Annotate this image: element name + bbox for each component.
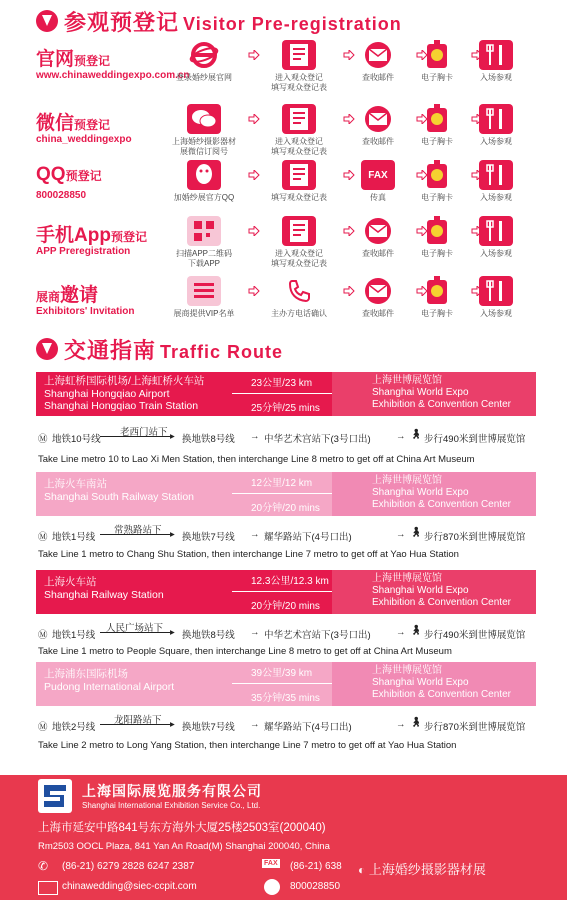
reg-name-suffix: 预登记 (110, 230, 147, 244)
badge-icon (420, 216, 454, 246)
route-distance: 39公里/39 km (251, 668, 313, 679)
reg-sub: www.chinaweddingexpo.com.cn (36, 70, 190, 81)
ie-icon (187, 40, 221, 70)
route-to-en: Shanghai World Expo (372, 585, 469, 596)
metro-connector (100, 632, 170, 633)
metro-station: 龙阳路站下 (114, 715, 162, 726)
step-form (264, 104, 334, 157)
route-box (36, 472, 536, 516)
route-from-en: Shanghai South Railway Station (44, 490, 195, 503)
form-icon (282, 104, 316, 134)
dining-icon (479, 40, 513, 70)
step-caption: 入场参观 (480, 137, 512, 146)
mail-icon (361, 104, 395, 134)
route-from-cn: 上海浦东国际机场 (44, 668, 128, 680)
metro-connector (100, 436, 170, 437)
step-vip-list (169, 276, 239, 319)
route-english: Take Line metro 10 to Lao Xi Men Station, then interchange Line 8 metro to get off at China Art Museum (38, 454, 475, 465)
mail-icon (361, 276, 395, 306)
metro-icon: Ⓜ (38, 434, 48, 445)
mail-icon (361, 40, 395, 70)
wechat-watermark: ◐ 上海婚纱摄影器材展 (358, 862, 486, 877)
metro-exit: 中华艺术宫站下(3号口出) (264, 434, 371, 445)
arrow-right-icon: → (250, 529, 260, 540)
step-enter (461, 104, 531, 147)
walk-icon: 🚶︎ (410, 625, 423, 636)
reg-name-suffix: 邀请 (60, 285, 99, 306)
address-en: Rm2503 OOCL Plaza, 841 Yan An Road(M) Shanghai 200040, China (38, 841, 330, 852)
arrow-right-icon: ▸ (170, 431, 175, 442)
list-icon (187, 276, 221, 306)
arrow-right-icon (248, 170, 260, 180)
route-from-cn: 上海虹桥国际机场/上海虹桥火车站 (44, 375, 205, 387)
badge-icon (420, 276, 454, 306)
route-to-en: Exhibition & Convention Center (372, 689, 511, 700)
registration-title-en: Visitor Pre-registration (183, 13, 402, 34)
wechat-icon: ◐ (358, 863, 366, 877)
step-caption: 展商提供VIP名单 (173, 309, 235, 318)
app-qrcode-icon (187, 216, 221, 246)
reg-sub: 800028850 (36, 190, 87, 201)
step-phone (264, 276, 334, 319)
step-caption: 电子胸卡 (421, 193, 453, 202)
arrow-right-icon: → (396, 529, 406, 540)
qq-number: 800028850 (290, 881, 341, 892)
dining-icon (479, 276, 513, 306)
form-icon (282, 160, 316, 190)
step-caption: 电子胸卡 (421, 249, 453, 258)
arrow-right-icon: → (396, 719, 406, 730)
metro-connector (100, 724, 170, 725)
route-to-cn: 上海世博展览馆 (372, 573, 442, 584)
route-to-cn: 上海世博展览馆 (372, 665, 442, 676)
fax-icon: FAX (264, 860, 278, 867)
step-form (264, 40, 334, 93)
reg-row-wechat (36, 104, 556, 168)
reg-row-app (36, 216, 556, 280)
metro-line: 地铁10号线 (52, 434, 101, 445)
route-distance: 12公里/12 km (251, 478, 313, 489)
route-box (36, 570, 536, 614)
route-distance: 23公里/23 km (251, 378, 313, 389)
step-caption: 入场参观 (480, 73, 512, 82)
step-caption: 查收邮件 (362, 73, 394, 82)
route-english: Take Line 2 metro to Long Yang Station, then interchange Line 7 metro to get off at Yao Hua Station (38, 740, 457, 751)
metro-line: 地铁1号线 (52, 630, 96, 641)
route-to-cn: 上海世博展览馆 (372, 475, 442, 486)
metro-directions (38, 424, 548, 450)
step-caption: 传真 (370, 193, 386, 202)
walk-icon: 🚶︎ (410, 527, 423, 538)
fax-icon (361, 160, 395, 190)
metro-interchange: 换地铁7号线 (182, 722, 235, 733)
step-enter (461, 216, 531, 259)
step-qq (169, 160, 239, 203)
qq-penguin-icon (187, 160, 221, 190)
step-caption: 查收邮件 (362, 137, 394, 146)
metro-interchange: 换地铁8号线 (182, 630, 235, 641)
route-from-cn: 上海火车站 (44, 576, 97, 588)
reg-name-suffix: 预登记 (65, 169, 102, 183)
reg-name: QQ (36, 164, 66, 185)
reg-name: 官网 (36, 49, 75, 70)
step-app (169, 216, 239, 269)
address-cn: 上海市延安中路841号东方海外大厦25楼2503室(200040) (38, 822, 326, 834)
route-english: Take Line 1 metro to Chang Shu Station, then interchange Line 7 metro to get off at Yao Hua Station (38, 549, 459, 560)
route-to-en: Shanghai World Expo (372, 487, 469, 498)
badge-icon (420, 104, 454, 134)
route-time: 20分钟/20 mins (251, 503, 320, 514)
traffic-heading (36, 334, 283, 364)
reg-row-website (36, 40, 556, 104)
step-caption: 入场参观 (480, 309, 512, 318)
registration-title-cn: 参观预登记 (64, 9, 180, 35)
fax-label: FAX (368, 169, 388, 181)
metro-connector (100, 534, 170, 535)
route-to-en: Exhibition & Convention Center (372, 399, 511, 410)
arrow-right-icon: → (396, 627, 406, 638)
step-caption: 登录婚纱展官网 (176, 73, 232, 82)
metro-icon: Ⓜ (38, 630, 48, 641)
route-time: 35分钟/35 mins (251, 693, 320, 704)
reg-name-suffix: 预登记 (74, 118, 111, 132)
phone-icon: ✆ (38, 859, 49, 873)
step-caption: 填写观众登记表 (271, 193, 327, 202)
step-caption: 上海婚纱摄影器材 展微信订阅号 (172, 137, 236, 156)
arrow-right-icon: → (250, 627, 260, 638)
reg-row-exhibitor (36, 276, 556, 340)
step-caption: 电子胸卡 (421, 309, 453, 318)
metro-interchange: 换地铁7号线 (182, 532, 235, 543)
metro-station: 人民广场站下 (106, 623, 164, 634)
route-to-en: Shanghai World Expo (372, 677, 469, 688)
route-from-en: Shanghai Railway Station (44, 588, 164, 601)
metro-walk: 步行490米到世博展览馆 (424, 630, 526, 641)
walk-icon: 🚶︎ (410, 429, 423, 440)
route-box (36, 662, 536, 706)
step-caption: 扫描APP二维码 下载APP (175, 249, 232, 268)
step-caption: 入场参观 (480, 249, 512, 258)
route-box (36, 372, 536, 416)
metro-line: 地铁2号线 (52, 722, 96, 733)
traffic-title-en: Traffic Route (160, 341, 284, 362)
route-to-cn: 上海世博展览馆 (372, 375, 442, 386)
wechat-icon (187, 104, 221, 134)
step-enter (461, 276, 531, 319)
metro-interchange: 换地铁8号线 (182, 434, 235, 445)
route-to-en: Shanghai World Expo (372, 387, 469, 398)
step-caption: 加婚纱展官方QQ (173, 193, 235, 202)
reg-name-suffix: 预登记 (74, 54, 111, 68)
arrow-right-icon (248, 226, 260, 236)
step-enter (461, 160, 531, 203)
metro-directions (38, 522, 548, 548)
arrow-right-icon: → (250, 719, 260, 730)
badge-icon (420, 40, 454, 70)
step-caption: 进入观众登记 填写观众登记表 (271, 249, 327, 268)
badge-icon (420, 160, 454, 190)
form-icon (282, 216, 316, 246)
metro-exit: 中华艺术宫站下(3号口出) (264, 630, 371, 641)
down-arrow-icon (36, 10, 58, 32)
metro-walk: 步行870米到世博展览馆 (424, 532, 526, 543)
step-website (169, 40, 239, 83)
route-distance: 12.3公里/12.3 km (251, 576, 329, 587)
arrow-right-icon (248, 50, 260, 60)
metro-line: 地铁1号线 (52, 532, 96, 543)
step-caption: 入场参观 (480, 193, 512, 202)
route-time: 25分钟/25 mins (251, 403, 320, 414)
mail-icon (361, 216, 395, 246)
reg-row-qq (36, 160, 556, 224)
reg-name: 展商 (36, 290, 61, 304)
step-form (264, 216, 334, 269)
email[interactable]: chinawedding@siec-ccpit.com (62, 881, 197, 892)
arrow-right-icon: ▸ (170, 627, 175, 638)
route-from-cn: 上海火车南站 (44, 478, 107, 490)
step-form (264, 160, 334, 203)
metro-station: 老西门站下 (120, 427, 168, 438)
reg-sub: Exhibitors' Invitation (36, 306, 135, 317)
reg-name: 手机App (36, 225, 111, 246)
metro-exit: 耀华路站下(4号口出) (264, 722, 352, 733)
metro-walk: 步行870米到世博展览馆 (424, 722, 526, 733)
dining-icon (479, 104, 513, 134)
metro-walk: 步行490米到世博展览馆 (424, 434, 526, 445)
route-from-en: Shanghai Hongqiao Airport (44, 387, 170, 400)
fax-number: (86-21) 638 (290, 861, 342, 872)
step-enter (461, 40, 531, 83)
step-caption: 电子胸卡 (421, 137, 453, 146)
metro-directions (38, 712, 548, 738)
traffic-title-cn: 交通指南 (64, 337, 157, 363)
step-caption: 进入观众登记 填写观众登记表 (271, 73, 327, 92)
step-caption: 进入观众登记 填写观众登记表 (271, 137, 327, 156)
metro-exit: 耀华路站下(4号口出) (264, 532, 352, 543)
route-from-en: Shanghai Hongqiao Train Station (44, 400, 199, 412)
arrow-right-icon: → (396, 431, 406, 442)
route-english: Take Line 1 metro to People Square, then interchange Line 8 metro to get off at China Art Museum (38, 646, 452, 657)
route-from-en: Pudong International Airport (44, 680, 175, 693)
company-name-cn: 上海国际展览服务有限公司 (82, 783, 262, 799)
down-arrow-icon (36, 338, 58, 360)
step-caption: 查收邮件 (362, 309, 394, 318)
walk-icon: 🚶︎ (410, 717, 423, 728)
route-time: 20分钟/20 mins (251, 601, 320, 612)
metro-directions (38, 620, 548, 646)
dining-icon (479, 160, 513, 190)
arrow-right-icon: ▸ (170, 719, 175, 730)
reg-sub: APP Preregistration (36, 246, 131, 257)
arrow-right-icon (248, 286, 260, 296)
step-caption: 主办方电话确认 (271, 309, 327, 318)
route-to-en: Exhibition & Convention Center (372, 499, 511, 510)
qq-icon (264, 879, 280, 895)
step-wechat (169, 104, 239, 157)
metro-station: 常熟路站下 (114, 525, 162, 536)
form-icon (282, 40, 316, 70)
step-caption: 电子胸卡 (421, 73, 453, 82)
reg-sub: china_weddingexpo (36, 134, 132, 145)
route-to-en: Exhibition & Convention Center (372, 597, 511, 608)
phone-number: (86-21) 6279 2828 6247 2387 (62, 861, 195, 872)
arrow-right-icon: → (250, 431, 260, 442)
metro-icon: Ⓜ (38, 532, 48, 543)
arrow-right-icon (248, 114, 260, 124)
phone-icon (282, 276, 316, 306)
registration-heading (36, 6, 402, 36)
company-logo (38, 779, 72, 813)
footer (0, 775, 567, 900)
dining-icon (479, 216, 513, 246)
reg-name: 微信 (36, 113, 75, 134)
step-caption: 查收邮件 (362, 249, 394, 258)
arrow-right-icon: ▸ (170, 529, 175, 540)
metro-icon: Ⓜ (38, 722, 48, 733)
email-icon (38, 881, 58, 895)
company-name-en: Shanghai International Exhibition Service Co., Ltd. (82, 801, 261, 810)
